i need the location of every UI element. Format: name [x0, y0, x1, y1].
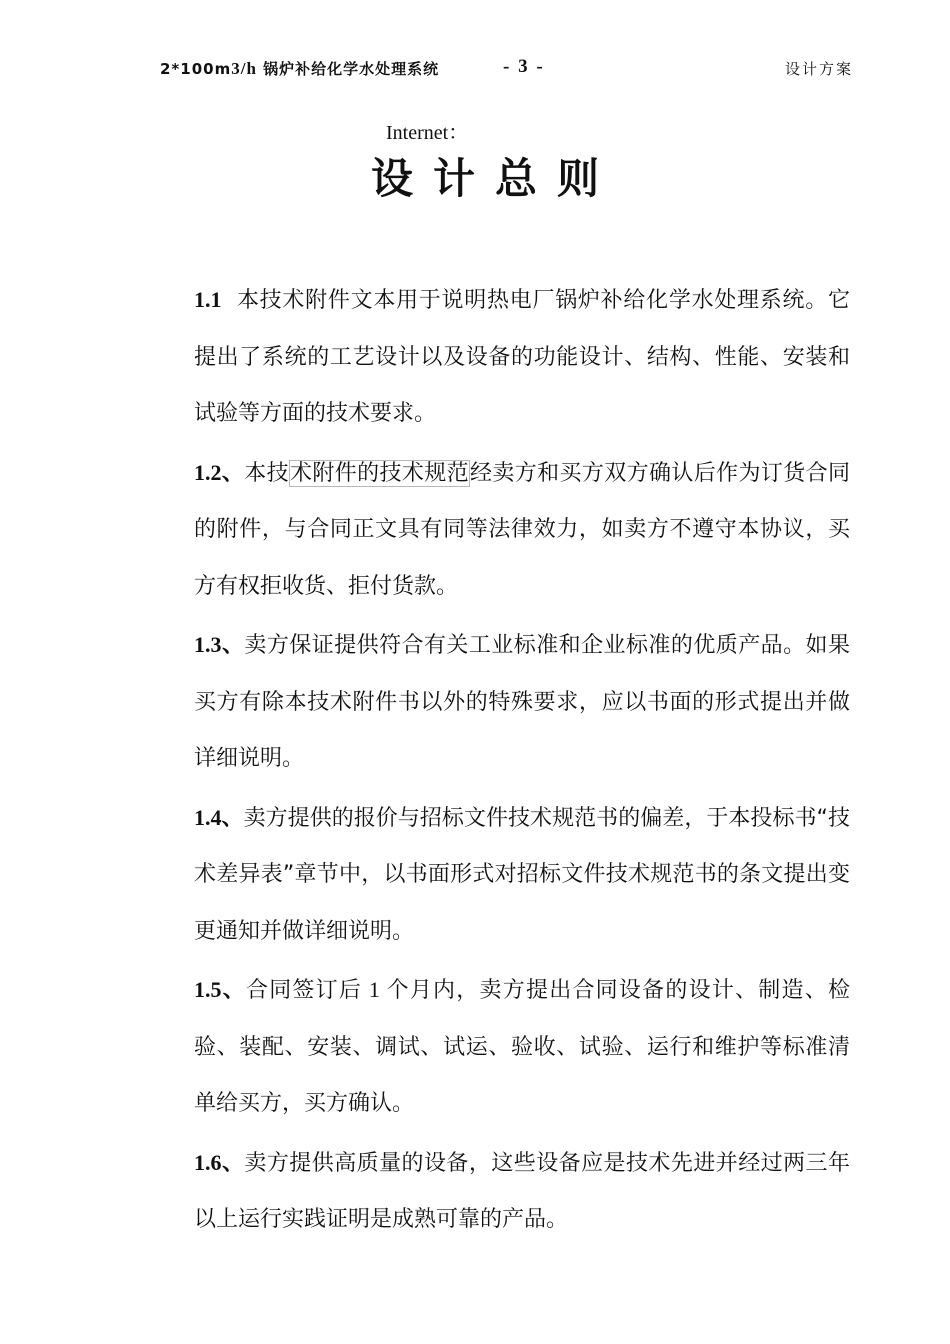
section-number: 1.6、: [194, 1149, 245, 1175]
section-text: 卖方保证提供符合有关工业标准和企业标准的优质产品。如果买方有除本技术附件书以外的特殊要求，应以书面的形式提出并做详细说明。: [194, 633, 850, 771]
section-number: 1.5、: [194, 977, 246, 1002]
header-system-name: 锅炉补给化学水处理系统: [256, 60, 440, 78]
document-body: [194, 272, 850, 1251]
section-text: 卖方提供高质量的设备，这些设备应是技术先进并经过两三年以上运行实践证明是成熟可靠的产品。: [194, 1150, 850, 1232]
header-section-name: 设计方案: [785, 60, 854, 78]
section-text: 卖方提供的报价与招标文件技术规范书的偏差，于本投标书“技术差异表”章节中，以书面形式对招标文件技术规范书的条文提出变更通知并做详细说明。: [194, 805, 850, 944]
page-title: 设计总则: [370, 154, 619, 203]
month-count: 1: [362, 977, 387, 1002]
header-page-number: - 3 -: [503, 56, 545, 77]
highlighted-term: 术附件的技术规范: [290, 460, 469, 486]
header-capacity: 2*100m: [160, 60, 232, 78]
section-text: 本技术附件文本用于说明热电厂锅炉补给化学水处理系统。它提出了系统的工艺设计以及设备的功能设计、结构、性能、安装和试验等方面的技术要求。: [194, 288, 850, 426]
section-number: 1.4、: [194, 804, 244, 830]
internet-label: Internet：: [386, 122, 469, 144]
section-1-4: [194, 790, 850, 961]
section-1-1: [194, 272, 850, 443]
section-text: 个月内，卖方提出合同设备的设计、制造、检验、装配、安装、调试、试运、验收、试验、运行和维护等标准清单给买方，买方确认。: [194, 978, 850, 1116]
header-document-title: [160, 58, 439, 79]
section-text: 合同签订后: [245, 978, 363, 1003]
section-number: 1.3、: [194, 632, 245, 657]
section-text: 经卖方和买方双方确认后作为订货合同的附件，与合同正文具有同等法律效力，如卖方不遵守本协议，买方有权拒收货、拒付货款。: [194, 460, 850, 599]
section-1-2: [194, 445, 850, 616]
section-1-5: [194, 962, 850, 1133]
page-header: [0, 58, 950, 86]
section-text: 本技: [244, 460, 289, 486]
section-number: 1.1: [194, 287, 222, 312]
section-1-6: [194, 1135, 850, 1249]
section-number: 1.2、: [194, 459, 245, 485]
section-1-3: [194, 617, 850, 788]
header-capacity-unit: 3/h: [231, 59, 257, 78]
